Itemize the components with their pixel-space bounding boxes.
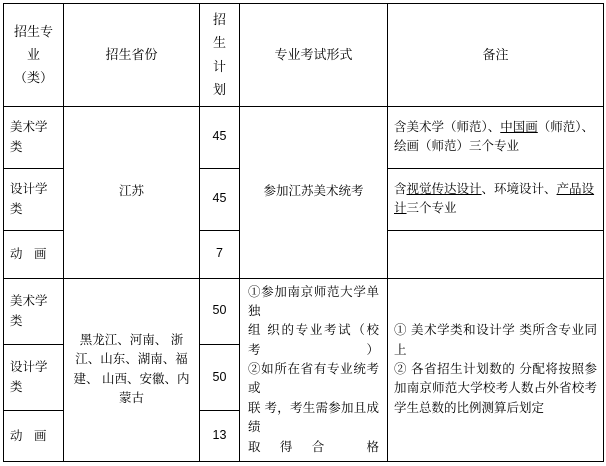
- remark-line: ① 美术学类和设计学 类所含专业同上: [394, 323, 597, 357]
- table-row: [4, 106, 604, 168]
- major-cell: [4, 106, 64, 168]
- major-line: 类: [10, 140, 23, 155]
- exam-form-line: ②如所在省有专业统考或: [248, 362, 379, 396]
- remark-part-underlined: 中国画: [500, 119, 538, 134]
- header-exam-form: 专业考试形式: [240, 4, 388, 107]
- remark-cell: [388, 278, 604, 461]
- header-remark: 备注: [388, 4, 604, 107]
- exam-form-line: ①参加南京师范大学单独: [248, 284, 379, 318]
- major-line: 美术学: [10, 294, 48, 309]
- remark-cell: [388, 106, 604, 168]
- remark-cell: [388, 168, 604, 230]
- header-major: [4, 4, 64, 107]
- remark-cell: [388, 230, 604, 278]
- header-major-line2: （类）: [13, 70, 53, 86]
- major-line: 设计学: [10, 360, 48, 375]
- remark-part: 含美术学（师范）、: [394, 119, 501, 134]
- header-plan-line1: 招: [212, 12, 226, 27]
- plan-cell: 45: [200, 106, 240, 168]
- plan-cell: 13: [200, 410, 240, 461]
- major-line: 设计学: [10, 182, 48, 197]
- major-line: 类: [10, 202, 23, 217]
- exam-form-line: 联 考，考生需参加且成绩: [248, 400, 379, 435]
- header-plan-line3: 计: [212, 58, 226, 74]
- remark-part: 含: [394, 181, 407, 196]
- header-major-line1: 招生专业: [13, 23, 53, 63]
- remark-part-underlined: 产品设计: [394, 181, 595, 216]
- plan-cell: 45: [200, 168, 240, 230]
- province-cell: 黑龙江、河南、 浙江、山东、湖南、福建、 山西、安徽、内蒙古: [64, 278, 200, 461]
- major-line: 美术学: [10, 120, 48, 135]
- province-cell: 江苏: [64, 106, 200, 278]
- major-cell: [4, 278, 64, 344]
- header-plan-line4: 划: [212, 82, 226, 98]
- major-line: 类: [10, 314, 23, 329]
- major-line: 动 画: [10, 247, 51, 262]
- header-province: 招生省份: [64, 4, 200, 107]
- remark-part: 、环境设计、: [481, 181, 557, 196]
- major-line: 类: [10, 380, 23, 395]
- plan-cell: 50: [200, 344, 240, 410]
- exam-form-line: 取得合 格: [248, 439, 379, 454]
- admission-plan-sheet: [0, 3, 606, 466]
- plan-cell: 50: [200, 278, 240, 344]
- remark-part: 三个专业: [406, 201, 457, 216]
- remark-part: （师范）、绘画（师范）三个专业: [394, 119, 595, 154]
- remark-line: ② 各省招生计划数的 分配将按照参加南京师范大学校考人数占外省校考学生总数的比例测算后划定: [394, 362, 597, 415]
- exam-form-line: 组 织的专业考试（校考）: [248, 323, 379, 357]
- admission-plan-table: [3, 3, 604, 462]
- remark-part-underlined: 视觉传达设计: [406, 181, 482, 196]
- exam-form-cell: 参加江苏美术统考: [240, 106, 388, 278]
- major-cell: [4, 344, 64, 410]
- major-line: 动 画: [10, 428, 51, 443]
- exam-form-cell: [240, 278, 388, 461]
- table-row: [4, 278, 604, 344]
- header-plan-line2: 生: [212, 35, 226, 51]
- header-plan: [200, 4, 240, 107]
- plan-cell: 7: [200, 230, 240, 278]
- major-cell: [4, 168, 64, 230]
- major-cell: [4, 230, 64, 278]
- table-header-row: [4, 4, 604, 107]
- major-cell: [4, 410, 64, 461]
